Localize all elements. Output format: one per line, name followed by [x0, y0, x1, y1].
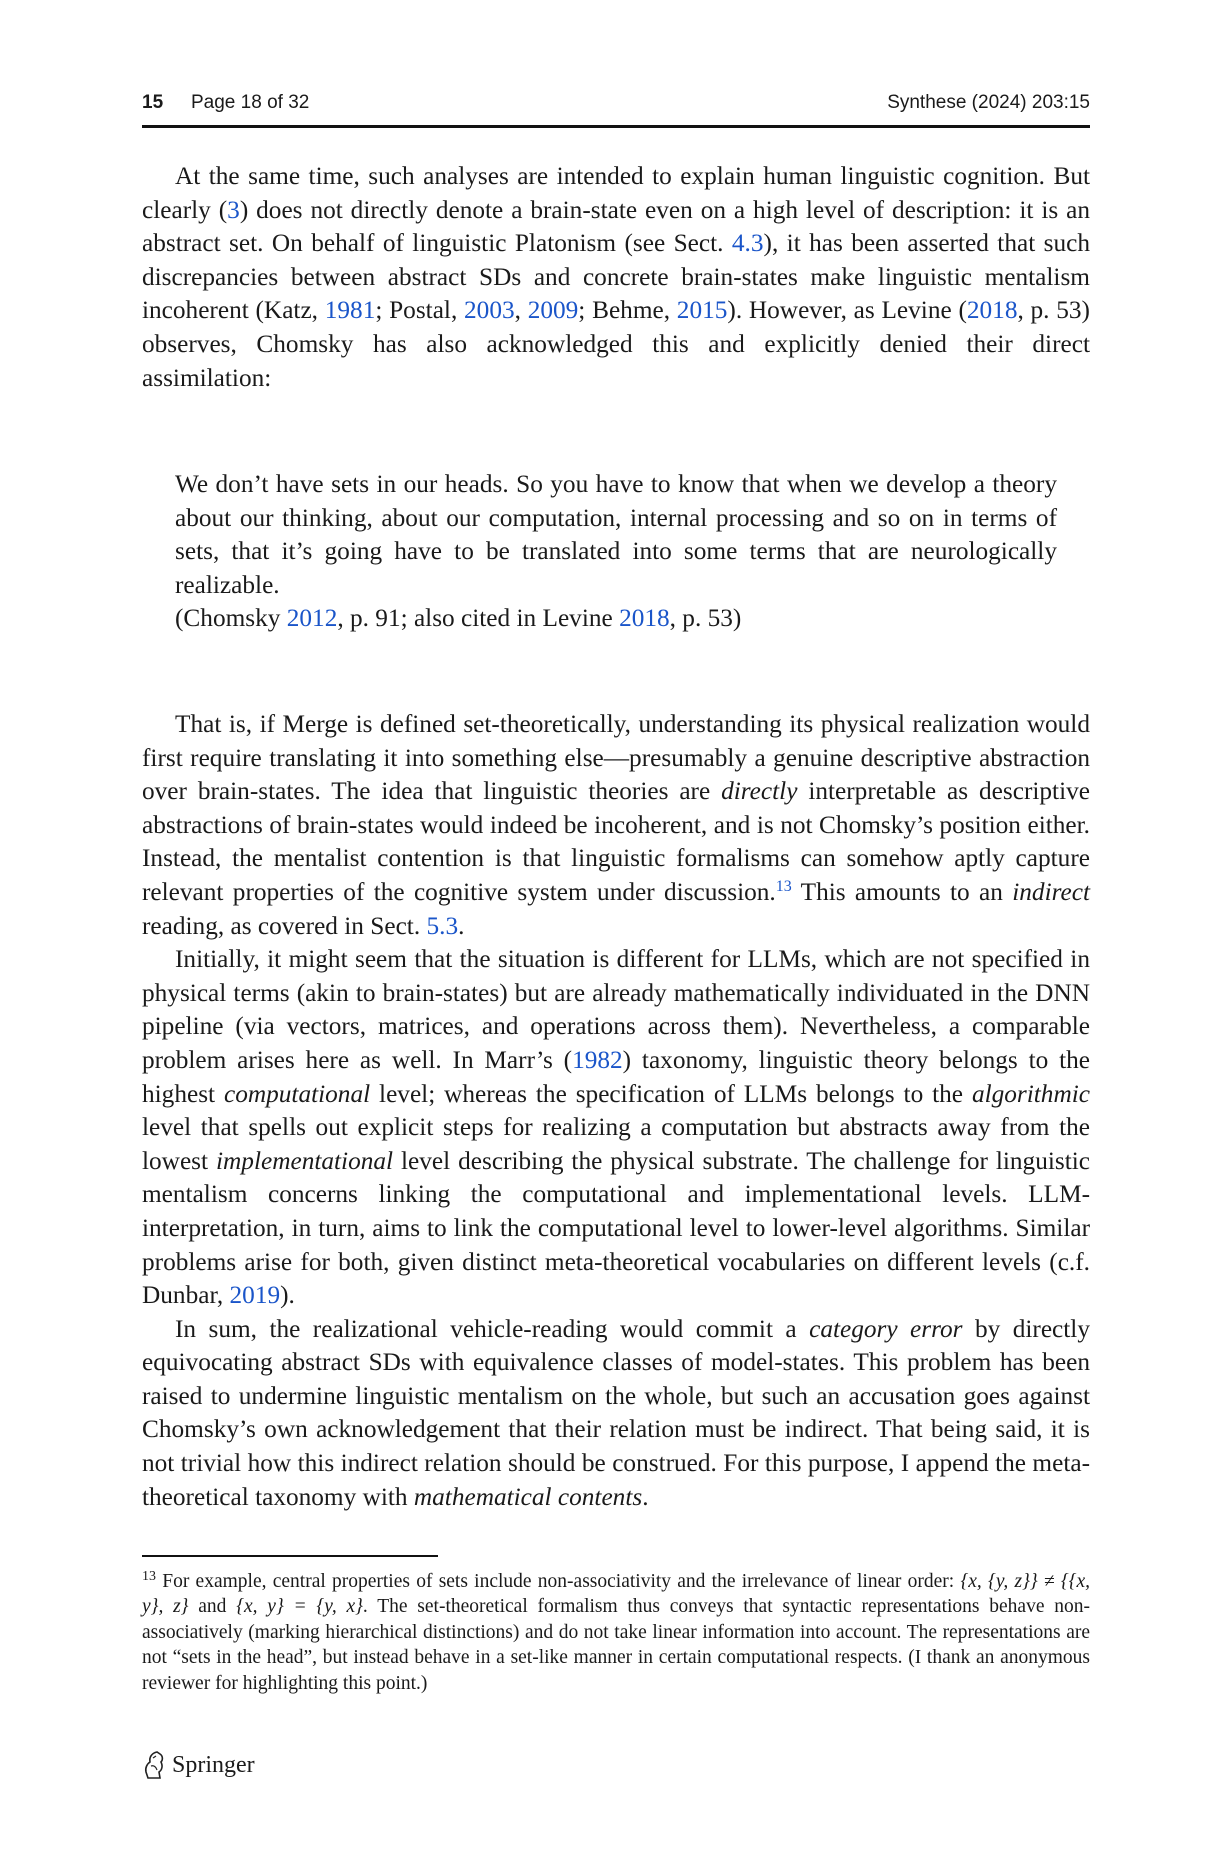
journal-citation: Synthese (2024) 203:15 [887, 92, 1090, 113]
body-paragraphs [142, 708, 1090, 1514]
footnote-ref-link[interactable]: 13 [775, 877, 792, 895]
citation-link[interactable]: 2015 [676, 296, 728, 325]
publisher-name: Springer [172, 1751, 255, 1778]
footnote-13: $^{13}$ For example, central properties of sets include non-associativity and the irrelevance of linear order: {x, {y, z}} ≠ {{x, y}, z} and {x, y} = {y, x}. The set-theoretical formalism thus conveys that syntactic representations behave non-associatively (marking hierarchical distinctions) and do not take linear information into account. The representations are not “sets in the head”, but instead behave in a set-like manner in certain computational respects. (I thank an anonymous reviewer for highlighting this point.) [142, 1569, 1090, 1694]
header-rule [142, 125, 1090, 128]
publisher-logo [142, 1748, 255, 1782]
running-header [142, 92, 1090, 122]
footnote-number: 13 [142, 1569, 156, 1584]
citation-link[interactable]: 2019 [229, 1281, 281, 1310]
citation-link[interactable]: 1981 [324, 296, 376, 325]
citation-link[interactable]: 2003 [464, 296, 515, 325]
math-expression: {x, y} = {y, x} [236, 1596, 363, 1618]
citation-link[interactable]: 1982 [572, 1045, 623, 1074]
paragraph-2: That is, if Merge is defined set-theoretically, understanding its physical realization would first require translating it into something else—presumably a genuine descriptive abstraction over brain-states. The idea that linguistic theories are directly interpretable as descriptive abstractions of brain-states would indeed be incoherent, and is not Chomsky’s position either. Instead, the mentalist contention is that linguistic formalisms can somehow aptly capture relevant properties of the cognitive system under discussion.$^{13}$ This amounts to an indirect reading, as covered in Sect. 5.3. [142, 710, 1090, 940]
page-indicator: Page 18 of 32 [191, 92, 310, 113]
section-ref-link[interactable]: 4.3 [731, 229, 764, 258]
citation-link[interactable]: 2018 [966, 296, 1018, 325]
paragraph-3: Initially, it might seem that the situation is different for LLMs, which are not specified in physical terms (akin to brain-states) but are already mathematically individuated in the DNN pipeline (via vectors, matrices, and operations across them). Nevertheless, a comparable problem arises here as well. In Marr’s (1982) taxonomy, linguistic theory belongs to the highest computational level; whereas the specification of LLMs belongs to the algorithmic level that spells out explicit steps for realizing a computation but abstracts away from the lowest implementational level describing the physical substrate. The challenge for linguistic mentalism concerns linking the computational and implementational levels. LLM-interpretation, in turn, aims to link the computational level to lower-level algorithms. Similar problems arise for both, given distinct meta-theoretical vocabularies on different levels (c.f. Dunbar, 2019). [142, 945, 1090, 1310]
section-ref-link[interactable]: 5.3 [426, 911, 459, 940]
citation-link[interactable]: 2018 [619, 604, 670, 633]
quote-text: We don’t have sets in our heads. So you have to know that when we develop a theory about our thinking, about our computation, internal processing and so on in terms of sets, that it’s going have to be translated into some terms that are neurologically realizable. [175, 470, 1057, 599]
footnote-rule [142, 1555, 438, 1557]
paragraph-1: At the same time, such analyses are intended to explain human linguistic cognition. But clearly (3) does not directly denote a brain-state even on a high level of description: it is an abstract set. On behalf of linguistic Platonism (see Sect. 4.3), it has been asserted that such discrepancies between abstract SDs and concrete brain-states make linguistic mentalism incoherent (Katz, 1981; Postal, 2003, 2009; Behme, 2015). However, as Levine (2018, p. 53) observes, Chomsky has also acknowledged this and explicitly denied their direct assimilation: [142, 162, 1090, 392]
citation-link[interactable]: 2009 [527, 296, 579, 325]
article-number: 15 [142, 92, 164, 113]
quote-citation: (Chomsky 2012, p. 91; also cited in Levine 2018, p. 53) [175, 604, 742, 633]
example-ref-link[interactable]: 3 [227, 195, 240, 224]
springer-horse-icon [142, 1750, 166, 1780]
math-expression: {x, {y, z}} ≠ {{x, y}, z} [142, 1571, 1090, 1618]
citation-link[interactable]: 2012 [286, 604, 338, 633]
block-quote [175, 468, 1057, 636]
paragraph-4: In sum, the realizational vehicle-reading would commit a category error by directly equivocating abstract SDs with equivalence classes of model-states. This problem has been raised to undermine linguistic mentalism on the whole, but such an accusation goes against Chomsky’s own acknowledgement that their relation must be indirect. That being said, it is not trivial how this indirect relation should be construed. For this purpose, I append the meta-theoretical taxonomy with mathematical contents. [142, 1314, 1090, 1511]
